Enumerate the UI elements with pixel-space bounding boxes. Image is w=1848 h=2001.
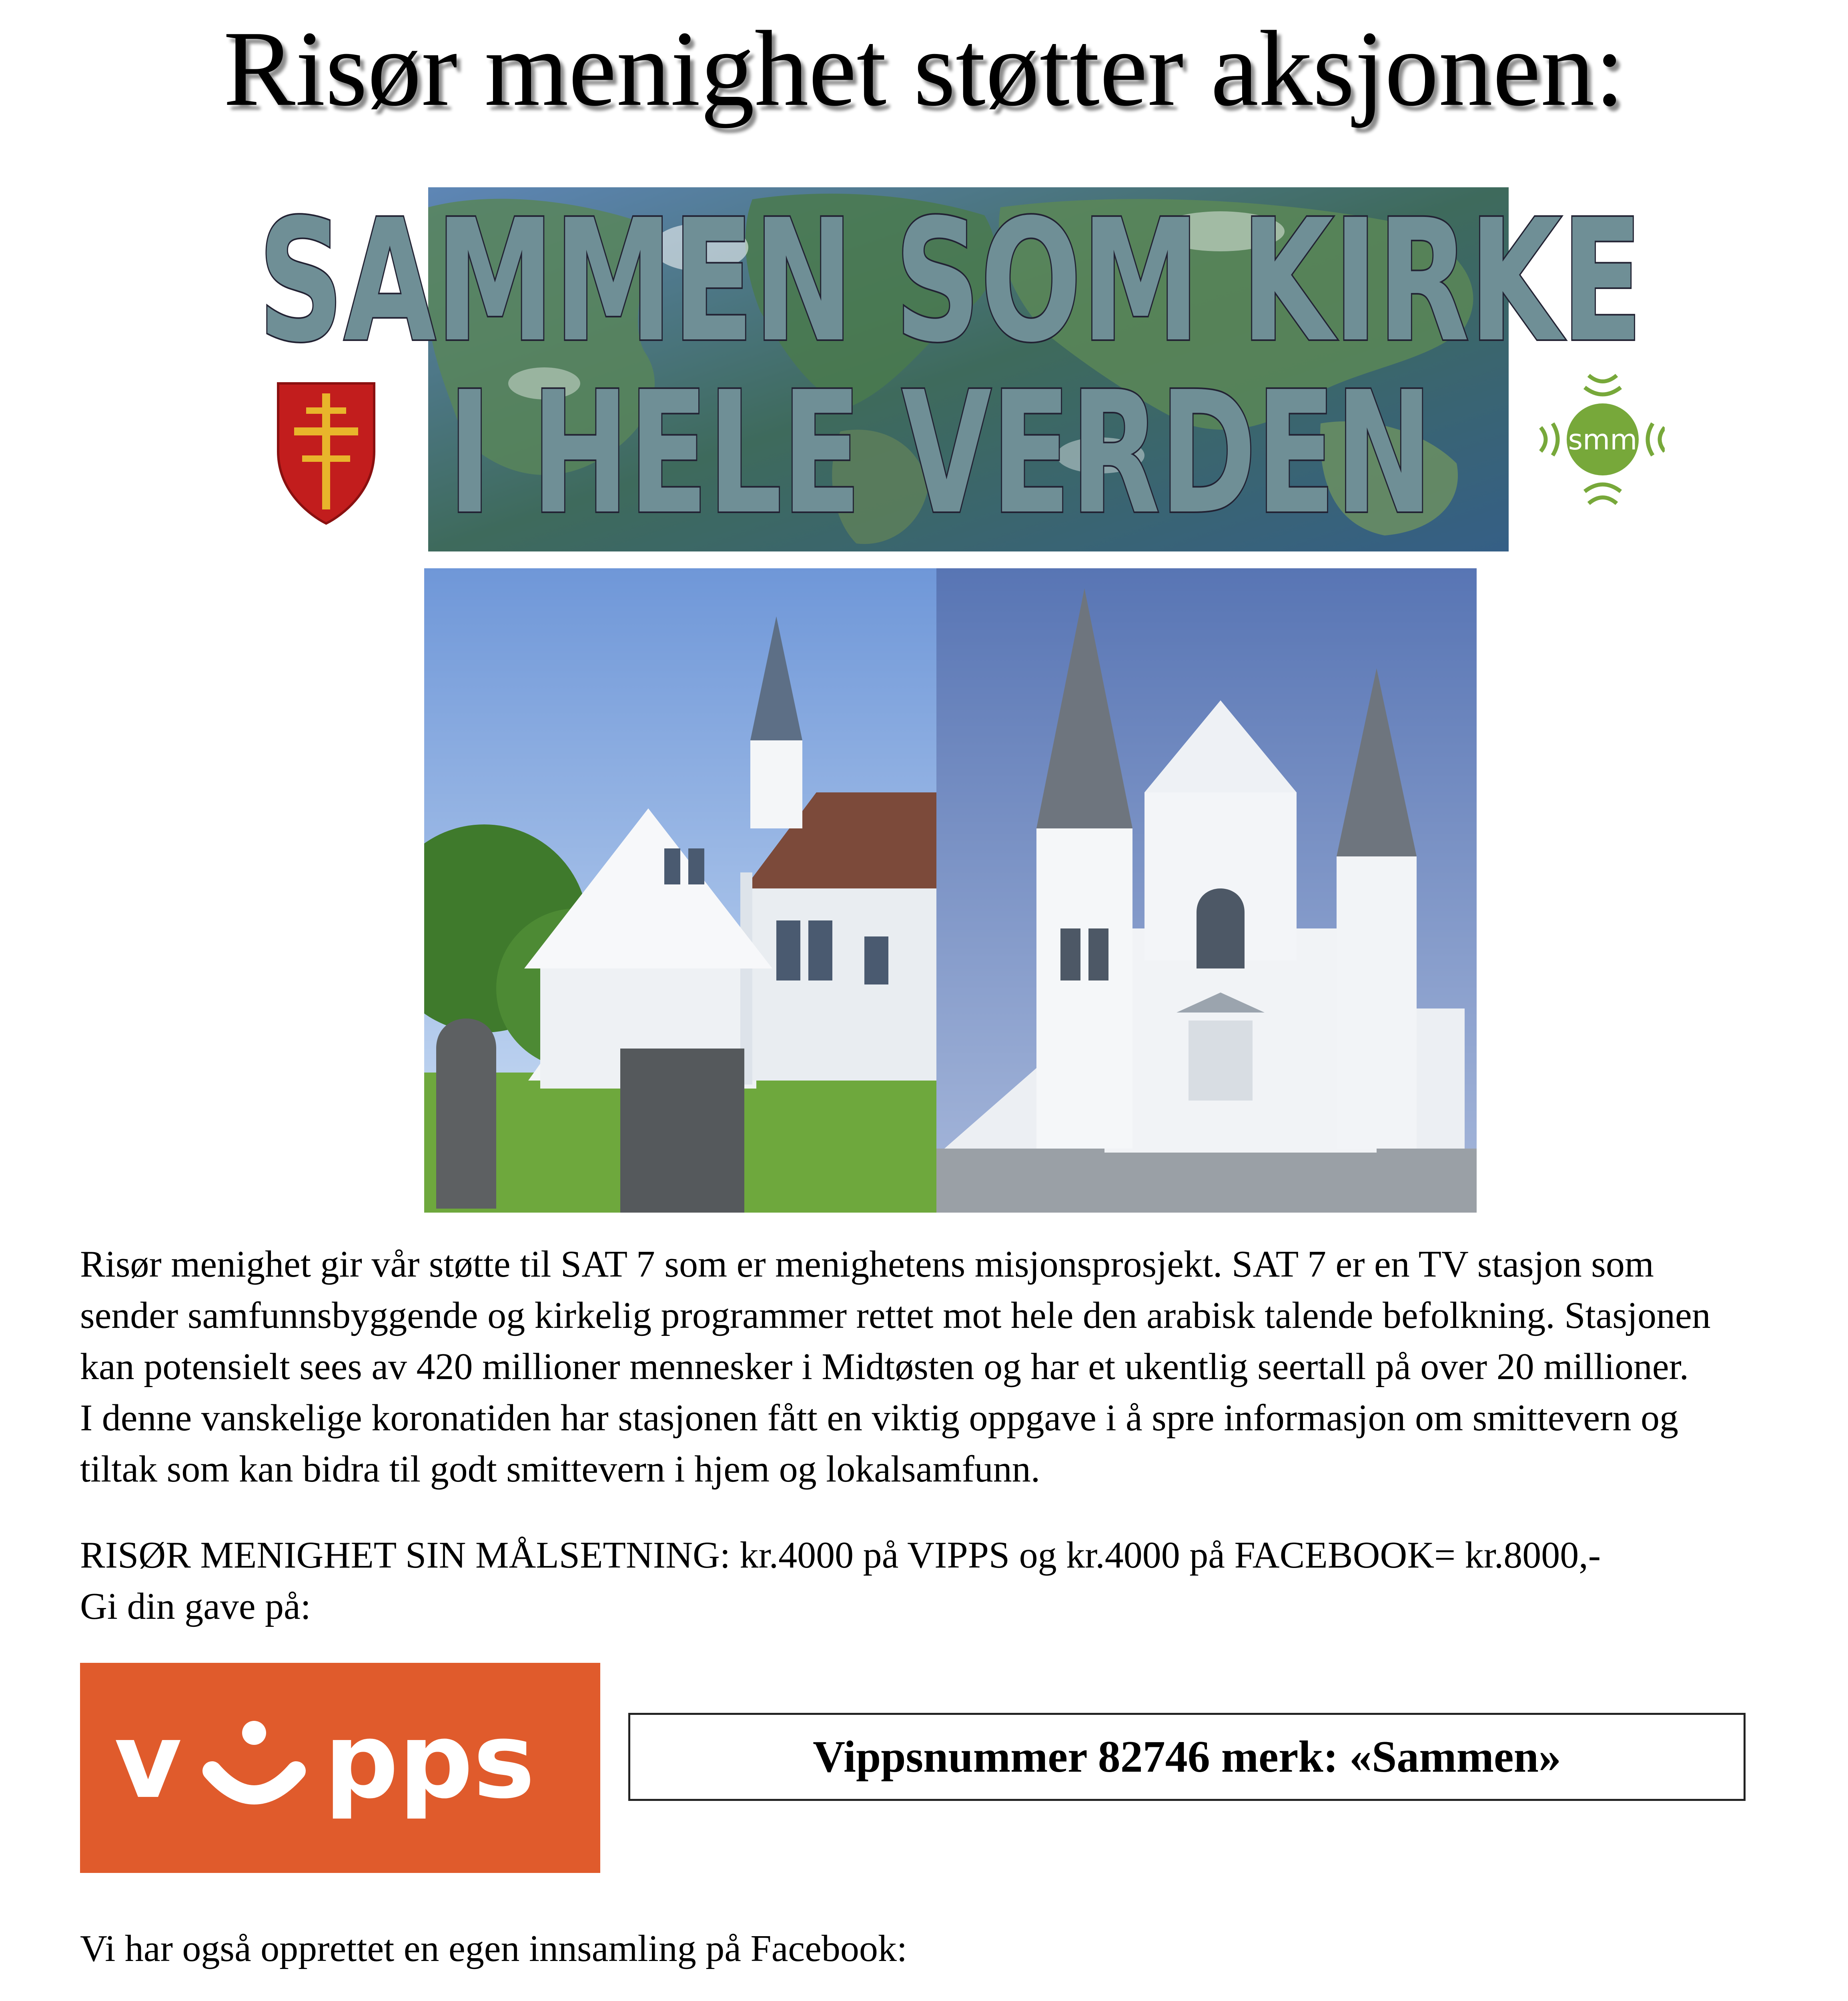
facebook-intro: Vi har også opprettet en egen innsamling på Facebook: — [80, 1928, 907, 1969]
vipps-dot — [242, 1721, 266, 1745]
vipps-logo-v: v — [114, 1701, 182, 1822]
banner-line-2: I HELE VERDEN — [448, 356, 1433, 551]
banner-line-1: SAMMEN SOM KIRKE — [258, 184, 1643, 379]
vipps-logo-pps: pps — [324, 1701, 535, 1822]
intro-line: I denne vanskelige koronatiden har stasjonen fått en viktig oppgave i å spre informasjon om smittevern og — [80, 1397, 1678, 1439]
vipps-number-box — [628, 1713, 1746, 1801]
goal-statement: RISØR MENIGHET SIN MÅLSETNING: kr.4000 på VIPPS og kr.4000 på FACEBOOK= kr.8000,- — [80, 1534, 1601, 1576]
church-photo-left — [424, 568, 936, 1213]
intro-line: tiltak som kan bidra til godt smittevern i hjem og lokalsamfunn. — [80, 1448, 1040, 1490]
vipps-logo — [80, 1663, 600, 1873]
smm-logo-text: smm — [1568, 423, 1638, 456]
vipps-number-text: Vippsnummer 82746 merk: «Sammen» — [813, 1732, 1561, 1782]
campaign-banner — [240, 183, 1665, 555]
goal-section — [80, 1530, 1817, 1632]
intro-line: sender samfunnsbyggende og kirkelig programmer rettet mot hele den arabisk talende befolkning. Stasjonen — [80, 1295, 1711, 1336]
intro-line: Risør menighet gir vår støtte til SAT 7 som er menighetens misjonsprosjekt. SAT 7 er en TV stasjon som — [80, 1243, 1654, 1285]
church-photos — [424, 568, 1477, 1213]
church-photo-right — [936, 568, 1477, 1213]
church-shield-icon — [278, 383, 374, 523]
page-headline: Risør menighet støtter aksjonen: — [223, 9, 1625, 128]
smm-logo-icon — [1541, 375, 1665, 503]
intro-line: kan potensielt sees av 420 millioner mennesker i Midtøsten og har et ukentlig seertall på over 20 millioner. — [80, 1346, 1689, 1387]
give-prompt: Gi din gave på: — [80, 1586, 311, 1627]
intro-paragraph — [80, 1239, 1817, 1495]
